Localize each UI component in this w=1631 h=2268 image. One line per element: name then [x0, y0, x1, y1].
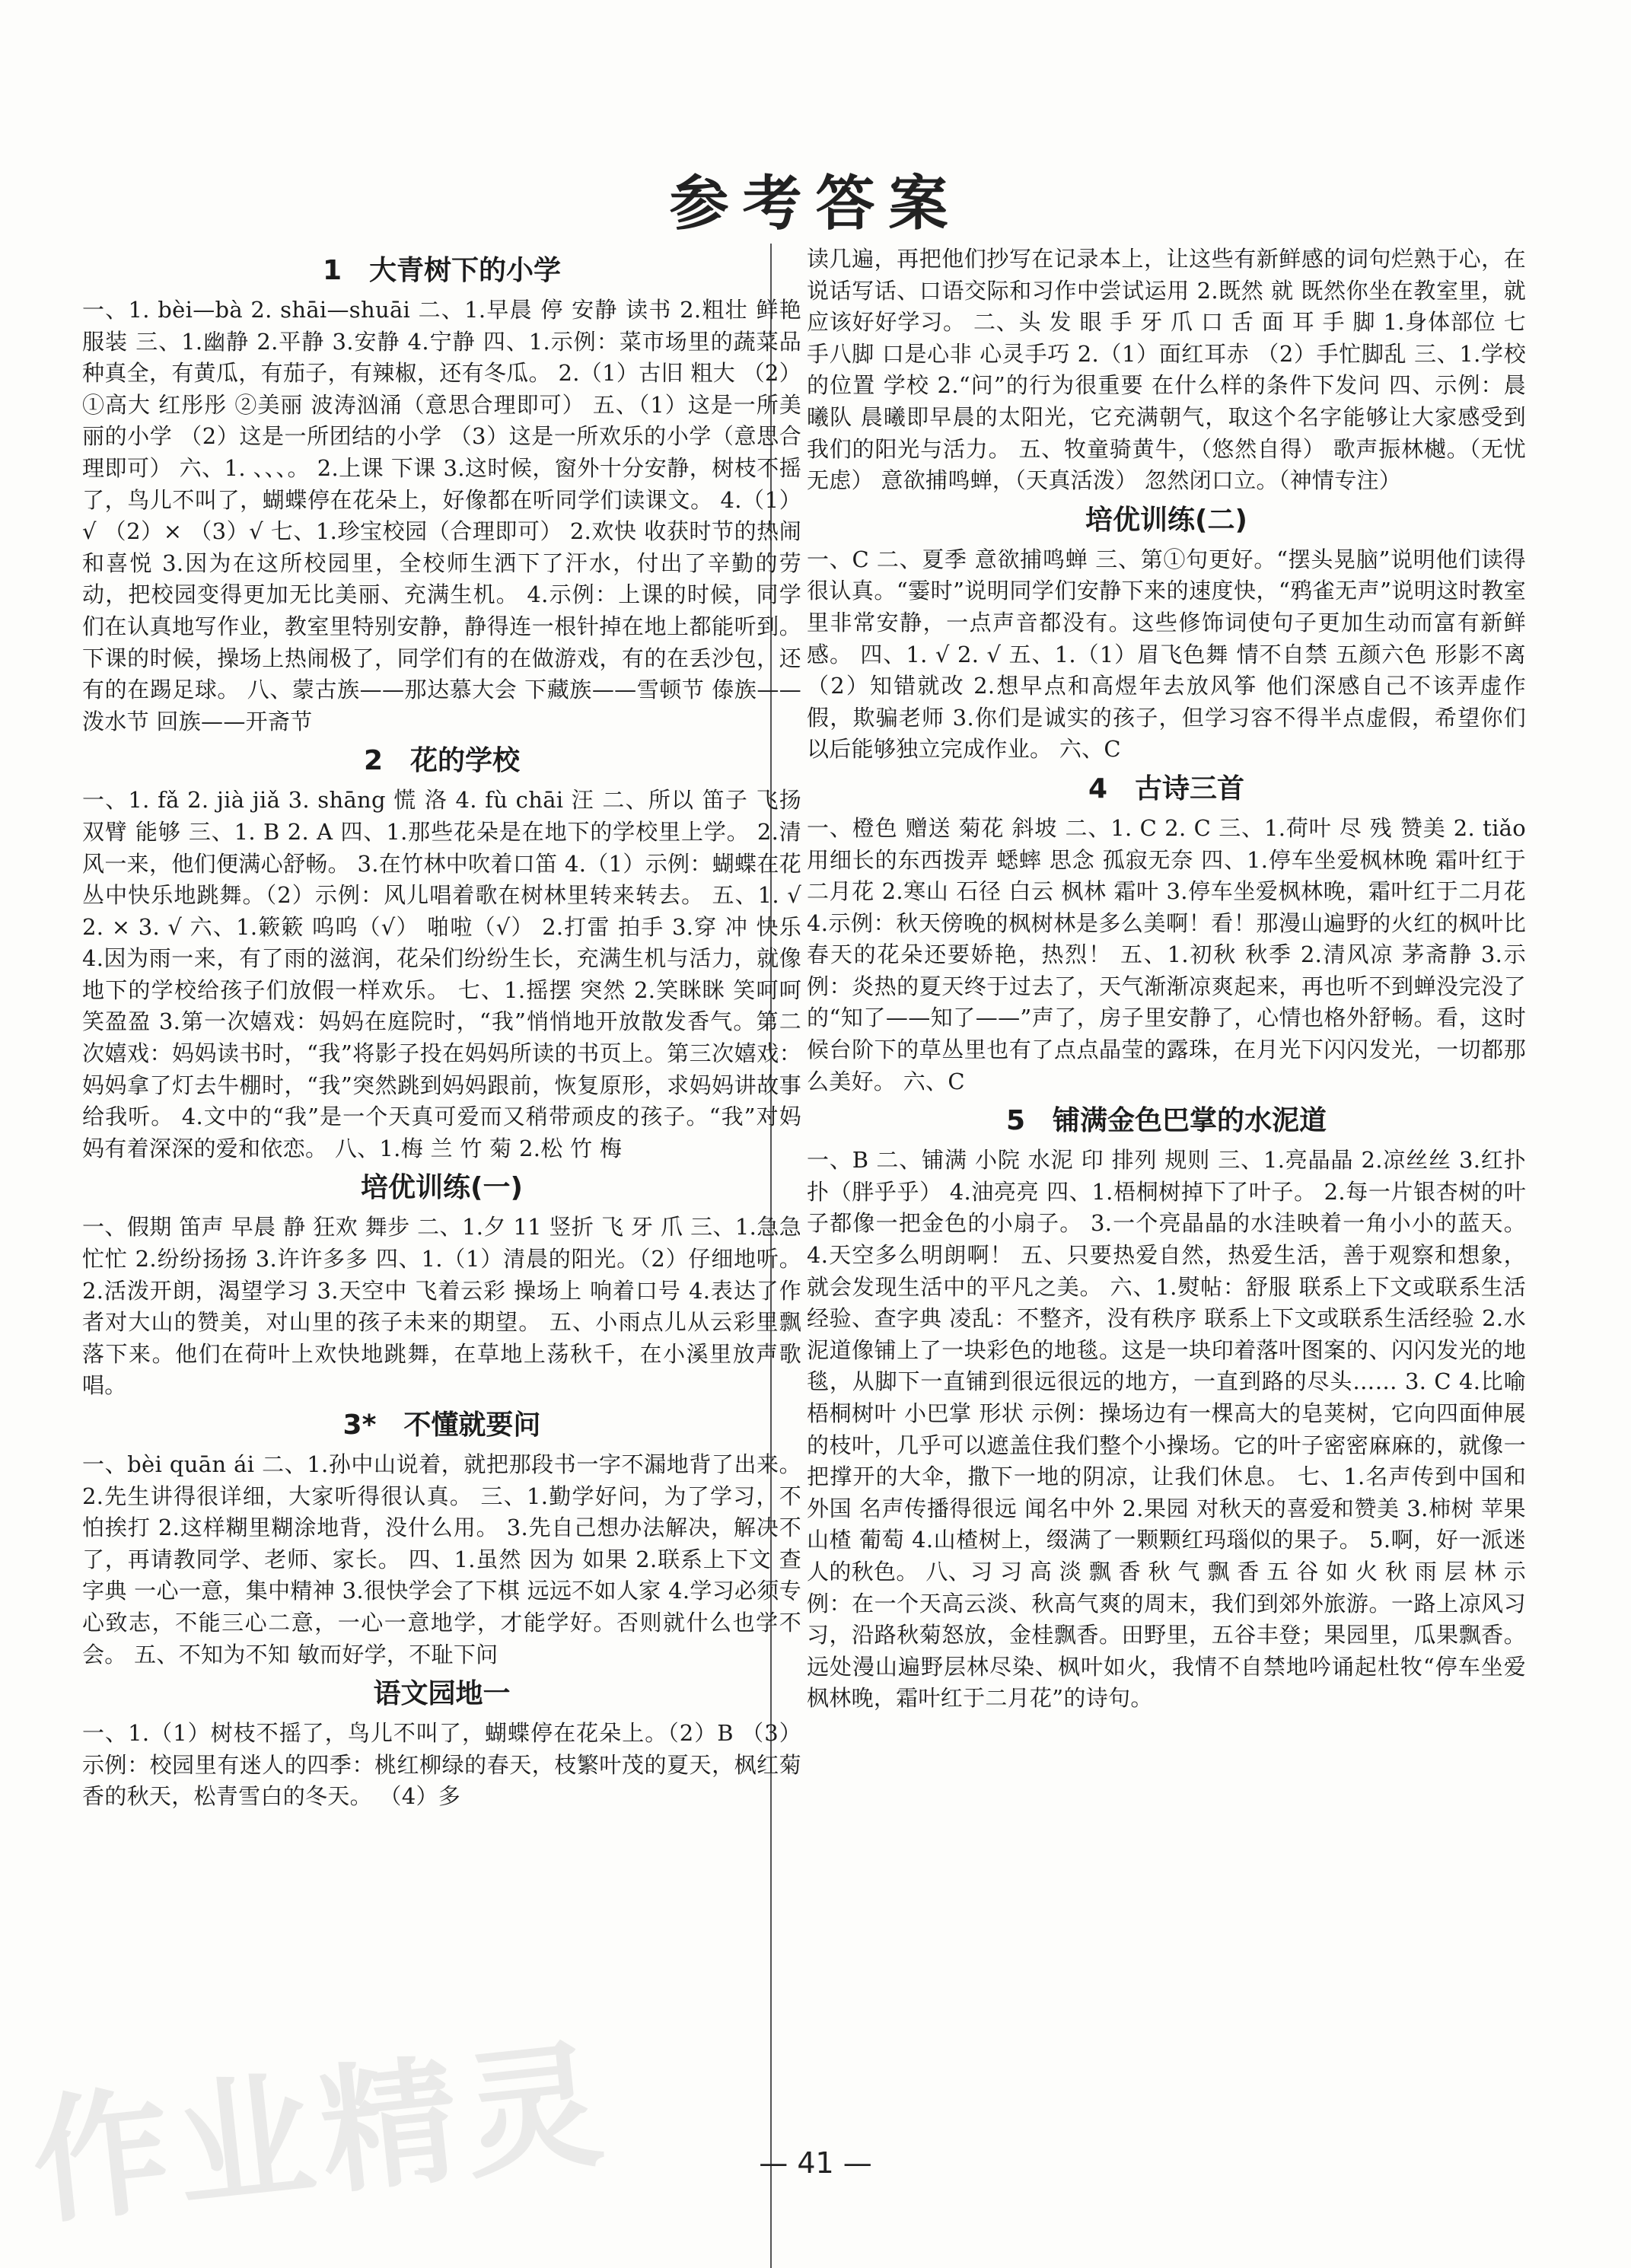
left-column — [82, 247, 801, 1813]
page-number: — 41 — — [759, 2146, 872, 2180]
section-title: 培优训练(二) — [1085, 504, 1247, 536]
answer-text-continued: 读几遍，再把他们抄写在记录本上，让这些有新鲜感的词句烂熟于心，在说话写话、口语交际和习作中尝试运用 2.既然 就 既然你坐在教室里，就应该好好学习。 二、头 发 眼 手 牙 爪 口 舌 面 耳 手 脚 1.身体部位 七手八脚 口是心非 心灵手巧 2.（1）面红耳赤 （2）手忙脚乱 三、1.学校的位置 学校 2.“问”的行为很重要 在什么样的条件下发问 四、示例：晨曦队 晨曦即早晨的太阳光，它充满朝气，取这个名字能够让大家感受到我们的阳光与活力。 五、牧童骑黄牛，（悠然自得） 歌声振林樾。（无忧无虑） 意欲捕鸣蝉，（天真活泼） 忽然闭口立。（神情专注） — [807, 246, 1526, 494]
section-title: 语文园地一 — [373, 1678, 511, 1710]
section-title: 培优训练(一) — [361, 1172, 523, 1204]
answer-text: 一、橙色 赠送 菊花 斜坡 二、1. C 2. C 三、1.荷叶 尽 残 赞美 2. tiǎo 用细长的东西拨弄 蟋蟀 思念 孤寂无奈 四、1.停车坐爱枫林晚 霜叶红于二月花 2.寒山 石径 白云 枫林 霜叶 3.停车坐爱枫林晚，霜叶红于二月花 4.示例：秋天傍晚的枫树林是多么美啊！看！那漫山遍野的火红的枫叶比春天的花朵还要娇艳，热烈！ 五、1.初秋 秋季 2.清风凉 茅斋静 3.示例：炎热的夏天终于过去了，天气渐渐凉爽起来，再也听不到蝉没完没了的“知了——知了——”声了，房子里安静了，心情也格外舒畅。看，这时候台阶下的草丛里也有了点点晶莹的露珠，在月光下闪闪发光，一切都那么美好。 六、C — [807, 814, 1526, 1094]
section-title: 2 花的学校 — [363, 745, 521, 777]
section-title: 5 铺满金色巴掌的水泥道 — [1005, 1105, 1327, 1137]
section-title: 3* 不懂就要问 — [342, 1410, 541, 1441]
answer-text: 一、1.（1）树枝不摇了，鸟儿不叫了，蝴蝶停在花朵上。（2）B （3）示例：校园里有迷人的四季：桃红柳绿的春天，枝繁叶茂的夏天，枫红菊香的秋天，松青雪白的冬天。 （4）多 — [82, 1720, 801, 1810]
answer-text: 一、B 二、铺满 小院 水泥 印 排列 规则 三、1.亮晶晶 2.凉丝丝 3.红扑扑（胖乎乎） 4.油亮亮 四、1.梧桐树掉下了叶子。 2.每一片银杏树的叶子都像一把金色的小扇子。 3.一个亮晶晶的水洼映着一角小小的蓝天。 4.天空多么明朗啊！ 五、只要热爱自然，热爱生活，善于观察和想象，就会发现生活中的平凡之美。 六、1.熨帖：舒服 联系上下文或联系生活经验、查字典 凌乱：不整齐，没有秩序 联系上下文或联系生活经验 2.水泥道像铺上了一块彩色的地毯。这是一块印着落叶图案的、闪闪发光的地毯，从脚下一直铺到很远很远的地方，一直到路的尽头…… 3. C 4.比喻 梧桐树叶 小巴掌 形状 示例：操场边有一棵高大的皂荚树，它向四面伸展的枝叶，几乎可以遮盖住我们整个小操场。它的叶子密密麻麻的，就像一把撑开的大伞，撒下一地的阴凉，让我们休息。 七、1.名声传到中国和外国 名声传播得很远 闻名中外 2.果园 对秋天的喜爱和赞美 3.柿树 苹果 山楂 葡萄 4.山楂树上，缀满了一颗颗红玛瑙似的果子。 5.啊，好一派迷人的秋色。 八、习 习 高 淡 飘 香 秋 气 飘 香 五 谷 如 火 秋 雨 层 林 示例：在一个天高云淡、秋高气爽的周末，我们到郊外旅游。一路上凉风习习，沿路秋菊怒放，金桂飘香。田野里，五谷丰登；果园里，瓜果飘香。远处漫山遍野层林尽染、枫叶如火，我情不自禁地吟诵起杜牧“停车坐爱枫林晚，霜叶红于二月花”的诗句。 — [807, 1147, 1526, 1712]
section-title: 1 大青树下的小学 — [322, 255, 562, 286]
answer-text: 一、1. bèi—bà 2. shāi—shuāi 二、1.早晨 停 安静 读书 2.粗壮 鲜艳 服装 三、1.幽静 2.平静 3.安静 4.宁静 四、1.示例：菜市场里的蔬菜品种真全，有黄瓜，有茄子，有辣椒，还有冬瓜。 2.（1）古旧 粗大 （2）①高大 红彤彤 ②美丽 波涛汹涌（意思合理即可） 五、（1）这是一所美丽的小学 （2）这是一所团结的小学 （3）这是一所欢乐的小学（意思合理即可） 六、1. 、、、。 2.上课 下课 3.这时候，窗外十分安静，树枝不摇了，鸟儿不叫了，蝴蝶停在花朵上，好像都在听同学们读课文。 4.（1）√ （2）× （3）√ 七、1.珍宝校园（合理即可） 2.欢快 收获时节的热闹和喜悦 3.因为在这所校园里，全校师生洒下了汗水，付出了辛勤的劳动，把校园变得更加无比美丽、充满生机。 4.示例：上课的时候，同学们在认真地写作业，教室里特别安静，静得连一根针掉在地上都能听到。下课的时候，操场上热闹极了，同学们有的在做游戏，有的在丢沙包，还有的在踢足球。 八、蒙古族——那达慕大会 下藏族——雪顿节 傣族——泼水节 回族——开斋节 — [82, 297, 801, 734]
watermark: 作业精灵 — [24, 2024, 617, 2244]
answer-text: 一、1. fǎ 2. jià jiǎ 3. shāng 慌 洛 4. fù chāi 汪 二、所以 笛子 飞扬 双臂 能够 三、1. B 2. A 四、1.那些花朵是在地下的学校里上学。 2.清风一来，他们便满心舒畅。 3.在竹林中吹着口笛 4.（1）示例：蝴蝶在花丛中快乐地跳舞。（2）示例：风儿唱着歌在树林里转来转去。 五、1. √ 2. × 3. √ 六、1.簌簌 呜呜（√） 啪啦（√） 2.打雷 拍手 3.穿 冲 快乐 4.因为雨一来，有了雨的滋润，花朵们纷纷生长，充满生机与活力，就像地下的学校给孩子们放假一样欢乐。 七、1.摇摆 突然 2.笑眯眯 笑呵呵 笑盈盈 3.第一次嬉戏：妈妈在庭院时，“我”悄悄地开放散发香气。第二次嬉戏：妈妈读书时，“我”将影子投在妈妈所读的书页上。第三次嬉戏：妈妈拿了灯去牛棚时，“我”突然跳到妈妈跟前，恢复原形，求妈妈讲故事给我听。 4.文中的“我”是一个天真可爱而又稍带顽皮的孩子。“我”对妈妈有着深深的爱和依恋。 八、1.梅 兰 竹 菊 2.松 竹 梅 — [82, 787, 801, 1161]
answer-text: 一、假期 笛声 早晨 静 狂欢 舞步 二、1.夕 11 竖折 飞 牙 爪 三、1.急急忙忙 2.纷纷扬扬 3.许许多多 四、1.（1）清晨的阳光。（2）仔细地听。 2.活泼开朗，渴望学习 3.天空中 飞着云彩 操场上 响着口号 4.表达了作者对大山的赞美，对山里的孩子未来的期望。 五、小雨点儿从云彩里飘落下来。他们在荷叶上欢快地跳舞，在草地上荡秋千，在小溪里放声歌唱。 — [82, 1214, 801, 1399]
answer-text: 一、bèi quān ái 二、1.孙中山说着，就把那段书一字不漏地背了出来。 2.先生讲得很详细，大家听得很认真。 三、1.勤学好问，为了学习，不怕挨打 2.这样糊里糊涂地背，没什么用。 3.先自己想办法解决，解决不了，再请教同学、老师、家长。 四、1.虽然 因为 如果 2.联系上下文 查字典 一心一意，集中精神 3.很快学会了下棋 远远不如人家 4.学习必须专心致志，不能三心二意，一心一意地学，才能学好。否则就什么也学不会。 五、不知为不知 敏而好学，不耻下问 — [82, 1451, 801, 1668]
right-column — [807, 244, 1526, 1715]
answer-text: 一、C 二、夏季 意欲捕鸣蝉 三、第①句更好。“摆头晃脑”说明他们读得很认真。“霎时”说明同学们安静下来的速度快，“鸦雀无声”说明这时教室里非常安静，一点声音都没有。这些修饰词使句子更加生动而富有新鲜感。 四、1. √ 2. √ 五、1.（1）眉飞色舞 情不自禁 五颜六色 形影不离 （2）知错就改 2.想早点和高煜年去放风筝 他们深感自己不该弄虚作假，欺骗老师 3.你们是诚实的孩子，但学习容不得半点虚假，希望你们以后能够独立完成作业。 六、C — [807, 546, 1526, 763]
page-title: 参考答案 — [669, 170, 962, 238]
section-title: 4 古诗三首 — [1088, 772, 1245, 804]
